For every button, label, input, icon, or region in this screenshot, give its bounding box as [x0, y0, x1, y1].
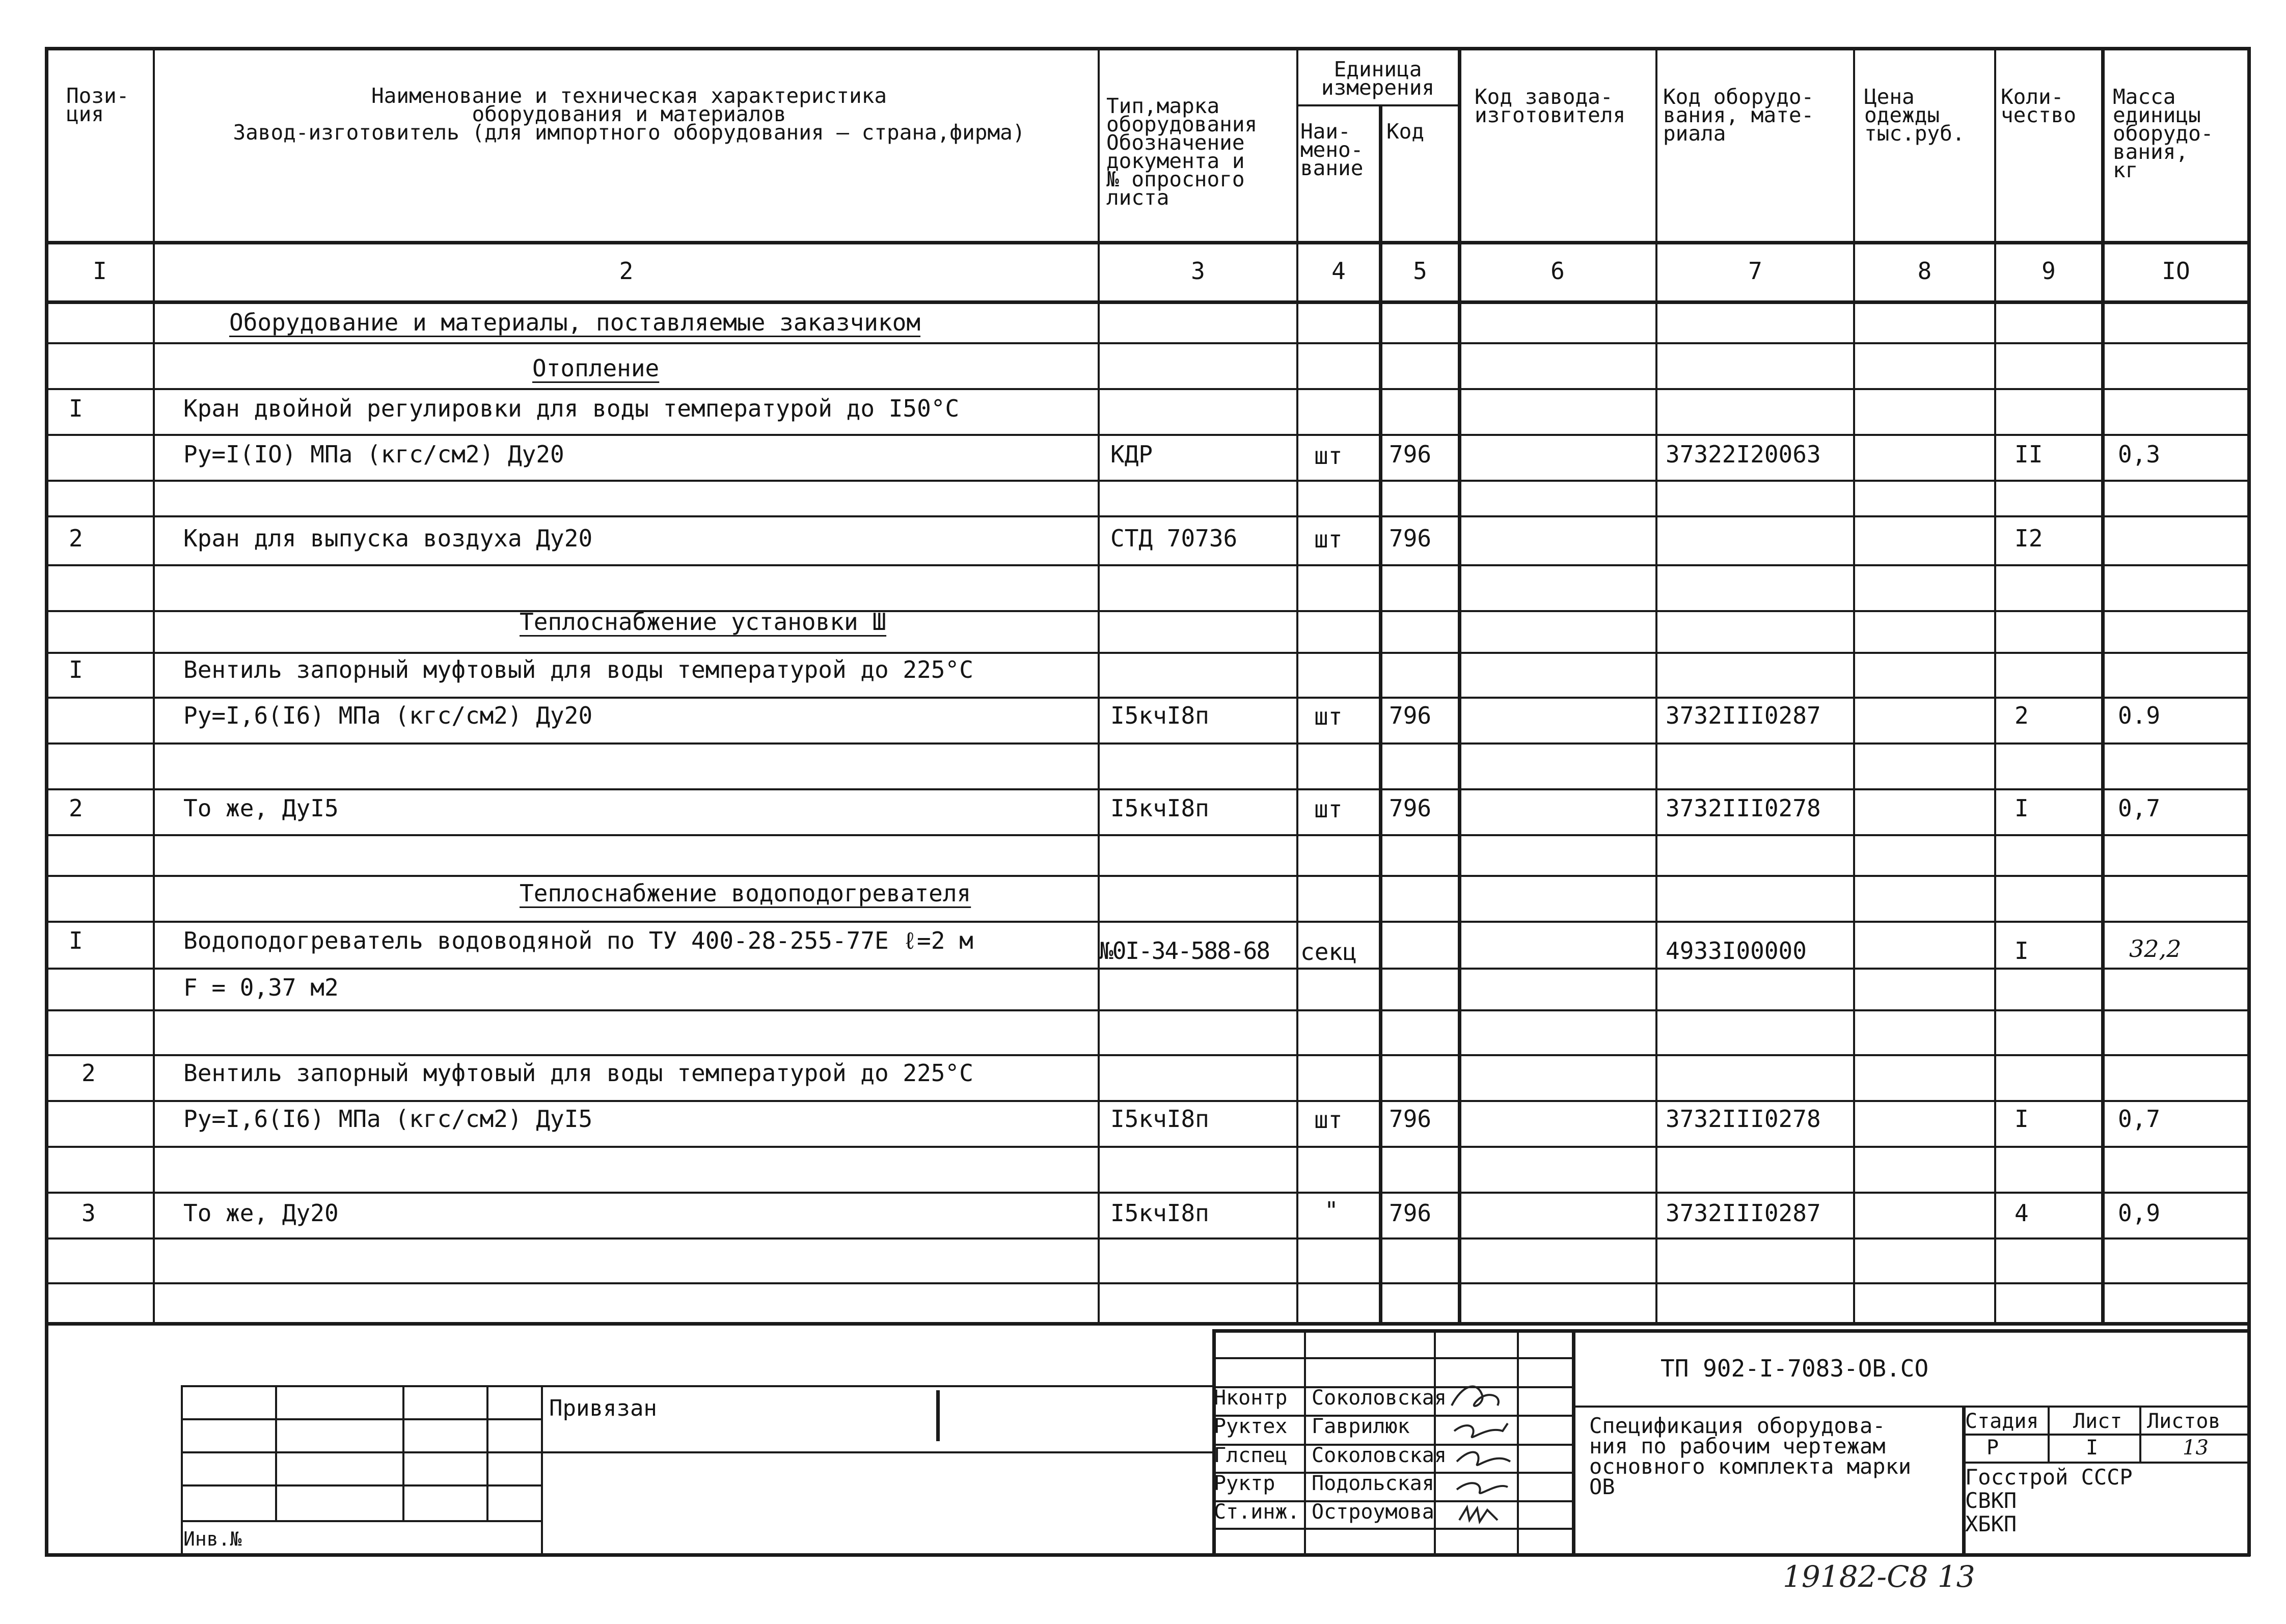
position-cell: I: [69, 395, 83, 422]
row-line: [45, 652, 2250, 654]
row-line: [45, 564, 2250, 566]
mass-cell: 0,7: [2118, 1105, 2161, 1133]
stamp-vline: [181, 1385, 183, 1555]
organization: Госстрой СССР СВКП ХБКП: [1965, 1465, 2133, 1536]
unit-name-cell: шт: [1314, 795, 1343, 823]
signer-name: Остроумова: [1312, 1500, 1434, 1524]
position-cell: 2: [69, 794, 83, 822]
header-maker-code: Код завода- изготовителя: [1475, 85, 1626, 127]
stage-vline: [2048, 1406, 2050, 1463]
unit-code-cell: 796: [1389, 794, 1432, 822]
role-label: Руктех: [1214, 1415, 1288, 1438]
unit-name-cell: шт: [1314, 526, 1343, 553]
qty-cell: I: [2015, 794, 2029, 822]
header-unit-code: Код: [1386, 119, 1425, 144]
col-sep-2: [1098, 47, 1100, 1324]
col-number: I: [93, 257, 107, 285]
header-bottom-line: [45, 241, 2250, 244]
table-border-top: [45, 47, 2250, 50]
equip-code-cell: 3732III0278: [1666, 794, 1821, 822]
type-cell: I5кчI8п: [1110, 794, 1209, 822]
unit-name-cell: секц: [1300, 938, 1357, 966]
item-name: Вентиль запорный муфтовый для воды температурой до 225°C: [183, 1059, 973, 1087]
stamp-vline: [402, 1385, 404, 1520]
sheets-value: 13: [2183, 1436, 2209, 1460]
qty-cell: 2: [2015, 702, 2029, 729]
col-sep-7: [1853, 47, 1855, 1324]
row-line: [45, 742, 2250, 745]
item-name: Водоподогреватель водоводяной по ТУ 400-28-255-77Е ℓ=2 м: [183, 927, 973, 954]
col-number: 7: [1748, 257, 1762, 285]
inventory-number-label: Инв.№: [183, 1528, 242, 1550]
sheet-value: I: [2086, 1436, 2099, 1460]
stamp-line: [181, 1451, 1215, 1453]
item-name: Кран для выпуска воздуха Ду20: [183, 525, 593, 552]
item-name: Кран двойной регулировки для воды температурой до I50°C: [183, 395, 960, 422]
stage-label: Стадия: [1965, 1410, 2039, 1433]
signer-name: Соколовская: [1312, 1444, 1447, 1467]
row-line: [45, 788, 2250, 790]
type-cell: КДР: [1110, 441, 1153, 468]
stage-vline: [2139, 1406, 2141, 1463]
item-name: Ру=I,6(I6) МПа (кгс/см2) Ду20: [183, 702, 593, 729]
row-line: [45, 515, 2250, 517]
signer-name: Соколовская: [1312, 1386, 1447, 1410]
stage-line: [1962, 1462, 2250, 1464]
col-sep-4: [1379, 104, 1382, 1322]
role-label: Нконтр: [1214, 1386, 1288, 1410]
unit-name-cell: шт: [1314, 703, 1343, 730]
sheets-label: Листов: [2147, 1410, 2221, 1433]
signer-name: Гаврилюк: [1312, 1415, 1410, 1438]
stamp-vline: [486, 1385, 488, 1520]
privyazan-label: Привязан: [549, 1395, 657, 1421]
qty-cell: 4: [2015, 1199, 2029, 1227]
row-line: [45, 342, 2250, 344]
row-line: [45, 1282, 2250, 1284]
mass-cell: 0.9: [2118, 702, 2161, 729]
mass-cell: 0,9: [2118, 1199, 2161, 1227]
equip-code-cell: 3732III0287: [1666, 702, 1821, 729]
item-name: Вентиль запорный муфтовый для воды температурой до 225°C: [183, 656, 973, 683]
sig-line: [1212, 1357, 1574, 1359]
item-name: То же, Ду20: [183, 1199, 339, 1227]
col-number: IO: [2162, 257, 2190, 285]
sig-vline: [1304, 1329, 1306, 1553]
mass-cell: 32,2: [2129, 935, 2182, 962]
type-cell: СТД 70736: [1110, 525, 1238, 552]
header-qty: Коли- чество: [2001, 85, 2077, 127]
header-type: Тип,марка оборудования Обозначение документа и № опросного листа: [1106, 94, 1258, 210]
unit-code-cell: 796: [1389, 1105, 1432, 1133]
col-sep-1: [153, 47, 155, 1324]
type-cell: I5кчI8п: [1110, 1105, 1209, 1133]
row-line: [45, 834, 2250, 836]
row-line: [45, 1054, 2250, 1056]
row-line: [45, 921, 2250, 923]
row-line: [45, 1009, 2250, 1011]
col-number: 9: [2042, 257, 2056, 285]
equip-code-cell: 37322I20063: [1666, 441, 1821, 468]
unit-code-cell: 796: [1389, 525, 1432, 552]
unit-code-cell: 796: [1389, 441, 1432, 468]
row-line: [45, 480, 2250, 482]
position-cell: I: [69, 656, 83, 683]
type-cell: I5кчI8п: [1110, 702, 1209, 729]
stamp-vline: [541, 1385, 543, 1555]
unit-subheader-line: [1296, 104, 1458, 106]
equip-code-cell: 3732III0278: [1666, 1105, 1821, 1133]
unit-name-cell: ": [1324, 1197, 1339, 1224]
item-name: Ру=I(IO) МПа (кгс/см2) Ду20: [183, 441, 564, 468]
position-cell: 3: [81, 1199, 96, 1227]
section-heat-supply-heater: Теплоснабжение водоподогревателя: [520, 879, 971, 907]
item-name: То же, ДуI5: [183, 794, 339, 822]
stage-line: [1962, 1434, 2250, 1436]
col-sep-5: [1458, 47, 1461, 1324]
row-line: [45, 434, 2250, 436]
item-name: F = 0,37 м2: [183, 974, 339, 1001]
col-number: 3: [1191, 257, 1205, 285]
header-unit: Единица измерения: [1321, 57, 1435, 100]
row-line: [45, 388, 2250, 390]
col-number: 2: [619, 257, 634, 285]
col-number: 4: [1331, 257, 1346, 285]
header-price: Цена одежды тыс.руб.: [1864, 85, 1965, 146]
frame-bottom: [45, 1553, 2250, 1557]
row-line: [45, 875, 2250, 877]
type-cell: I5кчI8п: [1110, 1199, 1209, 1227]
tb-top: [1212, 1329, 2250, 1333]
header-position: Пози- ция: [66, 84, 129, 126]
col-sep-8: [1994, 47, 1996, 1324]
row-line: [45, 1146, 2250, 1148]
header-equip-code: Код оборудо- вания, мате- риала: [1663, 85, 1814, 146]
role-label: Руктр: [1214, 1472, 1275, 1495]
unit-name-cell: шт: [1314, 442, 1343, 470]
stamp-vline: [275, 1385, 277, 1520]
sig-vline: [1572, 1329, 1575, 1553]
row-line: [45, 697, 2250, 699]
table-bottom-line: [45, 1322, 2250, 1326]
col-number: 8: [1917, 257, 1932, 285]
doc-code-line: [1572, 1406, 2250, 1408]
equip-code-cell: 3732III0287: [1666, 1199, 1821, 1227]
position-cell: 2: [81, 1059, 96, 1087]
stamp-line: [181, 1520, 542, 1522]
sheet-label: Лист: [2073, 1410, 2122, 1433]
row-line: [45, 1237, 2250, 1240]
col-sep-6: [1655, 47, 1657, 1324]
header-unit-name: Наи- мено- вание: [1300, 119, 1364, 180]
unit-code-cell: 796: [1389, 702, 1432, 729]
stamp-vline: [936, 1390, 940, 1441]
type-cell: №0I-34-588-68: [1099, 937, 1270, 965]
section-supplied: Оборудование и материалы, поставляемые заказчиком: [229, 309, 921, 336]
col-sep-9: [2101, 47, 2105, 1324]
equip-code-cell: 4933I00000: [1666, 937, 1807, 965]
archive-note: 19182-С8 13: [1783, 1559, 1975, 1594]
stage-value: Р: [1986, 1436, 1999, 1460]
header-name: Наименование и техническая характеристика оборудования и материалов Завод-изготовитель (для импортного оборудования – страна,фирма): [233, 84, 1025, 145]
unit-name-cell: шт: [1314, 1106, 1343, 1134]
qty-cell: I2: [2015, 525, 2043, 552]
row-line: [45, 968, 2250, 970]
row-line: [45, 1100, 2250, 1102]
unit-code-cell: 796: [1389, 1199, 1432, 1227]
document-title: Спецификация оборудова- ния по рабочим чертежам основного комплекта марки ОВ: [1589, 1413, 1912, 1499]
role-label: Ст.инж.: [1214, 1500, 1300, 1524]
signer-name: Подольская: [1312, 1472, 1434, 1495]
stamp-line: [181, 1385, 1215, 1387]
section-heating: Отопление: [532, 354, 660, 382]
col-number: 6: [1550, 257, 1565, 285]
mass-cell: 0,3: [2118, 441, 2161, 468]
qty-cell: I: [2015, 937, 2029, 965]
qty-cell: II: [2015, 441, 2043, 468]
item-name: Ру=I,6(I6) МПа (кгс/см2) ДуI5: [183, 1105, 593, 1133]
handwritten-signatures: [1447, 1375, 1523, 1533]
position-cell: 2: [69, 525, 83, 552]
header-mass: Масса единицы оборудо- вания, кг: [2113, 85, 2214, 182]
col-sep-3: [1296, 47, 1298, 1324]
role-label: Глспец: [1214, 1444, 1288, 1467]
qty-cell: I: [2015, 1105, 2029, 1133]
numbers-bottom-line: [45, 300, 2250, 304]
col-number: 5: [1413, 257, 1427, 285]
row-line: [45, 1192, 2250, 1194]
position-cell: I: [69, 927, 83, 954]
row-line: [45, 610, 2250, 612]
mass-cell: 0,7: [2118, 794, 2161, 822]
document-code: ТП 902-I-7083-ОВ.СО: [1661, 1355, 1929, 1382]
section-heat-supply-install: Теплоснабжение установки Ш: [520, 608, 887, 636]
